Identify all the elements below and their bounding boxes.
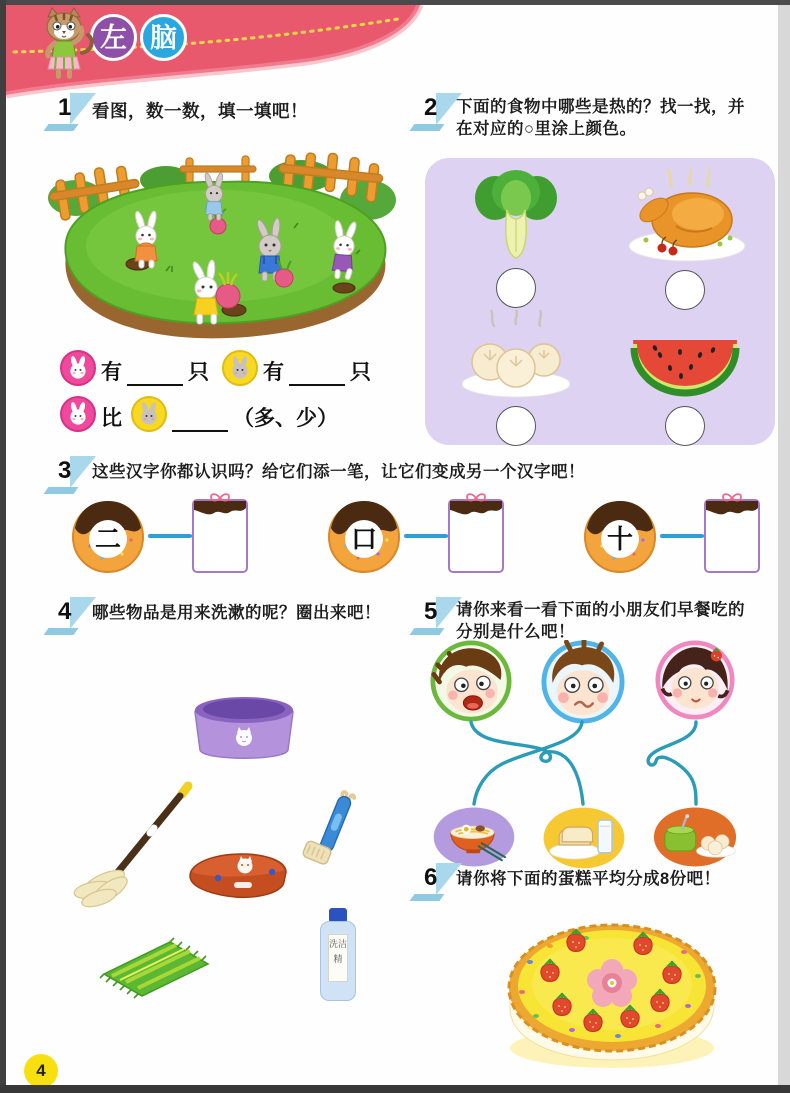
has-label: 有 bbox=[263, 361, 284, 384]
donut-group-2 bbox=[324, 496, 504, 576]
donut-group-1 bbox=[68, 496, 248, 576]
exercise1-number-badge bbox=[50, 92, 96, 128]
bottle-label: 洗洁精 bbox=[328, 934, 348, 982]
donut-icon bbox=[68, 496, 148, 576]
cat-mascot-icon bbox=[32, 7, 96, 88]
header-banner bbox=[6, 5, 436, 100]
hot-food-panel bbox=[425, 158, 775, 445]
character-er: 二 bbox=[94, 524, 122, 554]
badge-flag-icon bbox=[70, 93, 96, 125]
exercise5-title bbox=[456, 599, 776, 643]
badge-ribbon-icon bbox=[410, 124, 445, 131]
exercise6-number: 6 bbox=[424, 864, 438, 891]
answer-box-3[interactable] bbox=[704, 499, 760, 573]
porridge-and-buns-meal bbox=[652, 806, 738, 868]
exercise4-number-badge bbox=[50, 596, 96, 632]
answer-circle-buns[interactable] bbox=[496, 406, 536, 446]
toothbrush-item[interactable] bbox=[300, 790, 362, 878]
noodle-bowl-meal bbox=[432, 806, 516, 868]
answer-circle-cabbage[interactable] bbox=[496, 268, 536, 308]
badge-flag-icon bbox=[70, 597, 96, 629]
exercise4-title: 哪些物品是用来洗漱的呢？圈出来吧！ bbox=[92, 604, 381, 622]
character-kou: 口 bbox=[350, 524, 378, 554]
has-label: 有 bbox=[101, 361, 122, 384]
badge-flag-icon bbox=[70, 456, 96, 488]
food-cell-watermelon bbox=[600, 310, 769, 446]
exercise4-number: 4 bbox=[58, 598, 72, 625]
pencil-case-item[interactable] bbox=[182, 842, 294, 902]
mop-item[interactable] bbox=[66, 778, 201, 910]
character-donut-row bbox=[68, 496, 760, 576]
food-cell-cabbage bbox=[431, 168, 600, 310]
girl-pink-circle bbox=[655, 640, 735, 720]
exercise5-title-line1: 请你来看一看下面的小朋友们早餐吃的 bbox=[456, 601, 745, 619]
brand-badge-right: 脑 bbox=[140, 14, 187, 61]
rabbit-garden-illustration bbox=[46, 136, 398, 344]
brand-badge-left: 左 bbox=[90, 14, 137, 61]
more-or-less-label: （多、少） bbox=[233, 407, 338, 430]
scan-edge-bottom bbox=[0, 1085, 790, 1093]
food-cell-chicken bbox=[600, 168, 769, 310]
connector-line bbox=[404, 534, 448, 538]
badge-flag-icon bbox=[436, 597, 462, 629]
wash-items-zone bbox=[48, 650, 410, 1020]
count-blank-gray[interactable] bbox=[289, 360, 345, 386]
compare-blank[interactable] bbox=[172, 406, 228, 432]
washbasin-item[interactable] bbox=[186, 688, 302, 766]
exercise2-title-line2: 在对应的○里涂上颜色。 bbox=[456, 120, 637, 138]
bow-icon bbox=[209, 492, 231, 504]
white-rabbit-icon bbox=[60, 350, 96, 386]
bow-icon bbox=[465, 492, 487, 504]
exercise3-title: 这些汉字你都认识吗？给它们添一笔，让它们变成另一个汉字吧！ bbox=[92, 463, 585, 481]
donut-icon bbox=[580, 496, 660, 576]
scan-edge-left bbox=[0, 0, 6, 1093]
exercise6-title: 请你将下面的蛋糕平均分成8份吧！ bbox=[456, 870, 721, 888]
bow-icon bbox=[721, 492, 743, 504]
matching-lines bbox=[424, 720, 780, 808]
exercise2-number-badge bbox=[416, 92, 462, 128]
exercise2-title-line1: 下面的食物中哪些是热的？找一找，并 bbox=[456, 98, 745, 116]
cabbage-icon bbox=[471, 168, 561, 264]
scan-edge-right bbox=[778, 0, 790, 1093]
food-cell-buns bbox=[431, 310, 600, 446]
connector-line bbox=[148, 534, 192, 538]
count-blank-white[interactable] bbox=[127, 360, 183, 386]
donut-icon bbox=[324, 496, 404, 576]
exercise5-number: 5 bbox=[424, 598, 438, 625]
exercise5-title-line2: 分别是什么吧！ bbox=[456, 623, 575, 641]
answer-box-2[interactable] bbox=[448, 499, 504, 573]
badge-flag-icon bbox=[436, 93, 462, 125]
white-rabbit-icon bbox=[60, 396, 96, 432]
boy-green-circle bbox=[430, 640, 512, 722]
exercise2-number: 2 bbox=[424, 94, 438, 121]
detergent-bottle-item[interactable] bbox=[316, 908, 360, 1002]
strawberry-cake[interactable] bbox=[488, 900, 736, 1075]
toast-and-milk-meal bbox=[542, 806, 626, 870]
compare-label: 比 bbox=[101, 407, 122, 430]
watermelon-icon bbox=[625, 310, 745, 402]
badge-flag-icon bbox=[436, 863, 462, 895]
gray-rabbit-icon bbox=[131, 396, 167, 432]
exercise1-number: 1 bbox=[58, 94, 72, 121]
badge-ribbon-icon bbox=[410, 628, 445, 635]
answer-circle-watermelon[interactable] bbox=[665, 406, 705, 446]
exercise2-title bbox=[456, 96, 776, 140]
unit-label: 只 bbox=[188, 361, 209, 384]
page-number: 4 bbox=[24, 1054, 58, 1088]
towel-item[interactable] bbox=[90, 928, 218, 1002]
connector-line bbox=[660, 534, 704, 538]
roast-chicken-icon bbox=[620, 168, 750, 266]
breakfast-matching-scene bbox=[424, 640, 780, 878]
exercise6-number-badge bbox=[416, 862, 462, 898]
exercise1-count-row bbox=[60, 350, 371, 386]
character-shi: 十 bbox=[606, 524, 634, 554]
unit-label: 只 bbox=[350, 361, 371, 384]
gray-rabbit-icon bbox=[222, 350, 258, 386]
badge-ribbon-icon bbox=[44, 124, 79, 131]
boy-blue-circle bbox=[541, 640, 625, 724]
badge-ribbon-icon bbox=[44, 487, 79, 494]
rabbit-gray-top bbox=[204, 172, 224, 220]
exercise5-number-badge bbox=[416, 596, 462, 632]
exercise1-title: 看图，数一数，填一填吧！ bbox=[92, 101, 308, 121]
exercise3-number: 3 bbox=[58, 457, 72, 484]
answer-circle-chicken[interactable] bbox=[665, 270, 705, 310]
badge-ribbon-icon bbox=[44, 628, 79, 635]
badge-ribbon-icon bbox=[410, 894, 445, 901]
exercise1-compare-row bbox=[60, 396, 338, 432]
answer-box-1[interactable] bbox=[192, 499, 248, 573]
donut-group-3 bbox=[580, 496, 760, 576]
exercise3-number-badge bbox=[50, 455, 96, 491]
steamed-buns-icon bbox=[456, 310, 576, 402]
scan-edge-top bbox=[0, 0, 790, 5]
